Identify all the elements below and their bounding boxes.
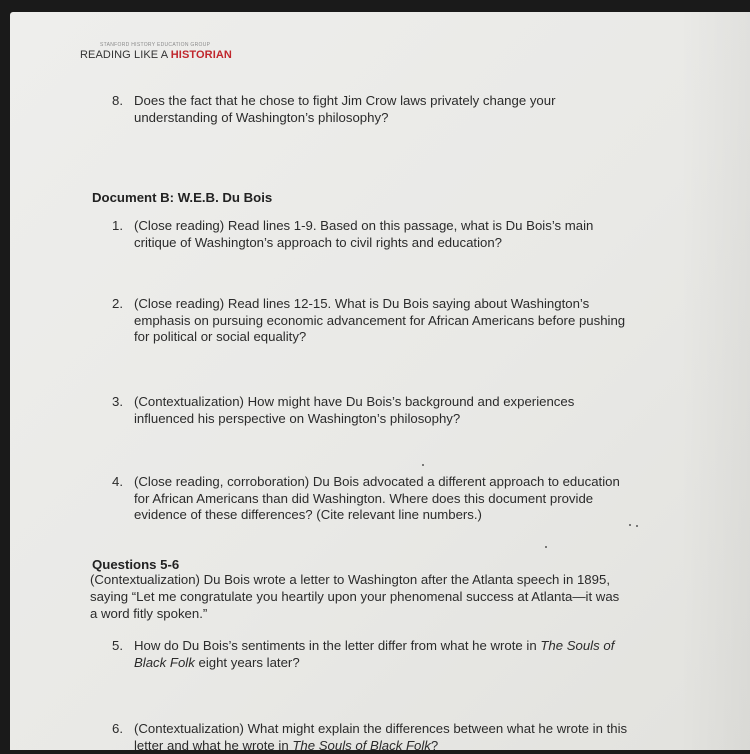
question-number: 4. — [112, 474, 123, 489]
document-b-heading: Document B: W.E.B. Du Bois — [92, 190, 273, 205]
question-number: 2. — [112, 296, 123, 311]
page-shadow — [680, 12, 750, 750]
questions-5-6-heading: Questions 5-6 — [92, 557, 180, 572]
book-title: The Souls of Black Folk — [134, 638, 615, 670]
question-number: 3. — [112, 394, 123, 409]
question-number: 5. — [112, 638, 123, 653]
header-logo — [80, 49, 232, 61]
question-text-post: ? — [430, 737, 439, 753]
question-number: 6. — [112, 721, 123, 736]
question-text — [134, 638, 629, 671]
question-text: (Close reading, corroboration) Du Bois advocated a different approach to education for African Americans than did Washington. Where does this document provide evidence of these differences? (Cite relevant line numbers.) — [134, 474, 620, 522]
header-logo-accent: HISTORIAN — [170, 49, 232, 61]
header-logo-prefix: READING LIKE A — [80, 49, 171, 61]
question-text: (Close reading) Read lines 12-15. What is Du Bois saying about Washington’s emphasis on pursuing economic advancement for African Americans before pushing for political or social equality? — [134, 296, 626, 344]
speck — [422, 464, 424, 466]
question-text — [134, 721, 649, 754]
question-number: 8. — [112, 93, 123, 108]
questions-5-6-intro: (Contextualization) Du Bois wrote a letter to Washington after the Atlanta speech in 1895, saying “Let me congratulate you heartily upon your phenomenal success at Atlanta—it was a word fitly spoken.” — [90, 572, 620, 621]
header-org-name: STANFORD HISTORY EDUCATION GROUP — [100, 42, 211, 48]
question-text-post: eight years later? — [194, 654, 300, 670]
question-text: Does the fact that he chose to fight Jim Crow laws privately change your understanding of Washington’s philosophy? — [134, 93, 556, 125]
question-text: (Close reading) Read lines 1-9. Based on this passage, what is Du Bois’s main critique of Washington’s approach to civil rights and education? — [134, 218, 594, 250]
speck — [629, 524, 631, 526]
question-text-pre: (Contextualization) What might explain the differences between what he wrote in this letter and what he wrote in — [134, 721, 628, 753]
question-text: (Contextualization) How might have Du Bois’s background and experiences influenced his perspective on Washington’s philosophy? — [134, 394, 575, 426]
book-title: The Souls of Black Folk — [292, 737, 431, 753]
speck — [636, 525, 638, 527]
question-number: 1. — [112, 218, 123, 233]
question-text-pre: How do Du Bois’s sentiments in the letter differ from what he wrote in — [134, 638, 541, 653]
speck — [545, 546, 547, 548]
